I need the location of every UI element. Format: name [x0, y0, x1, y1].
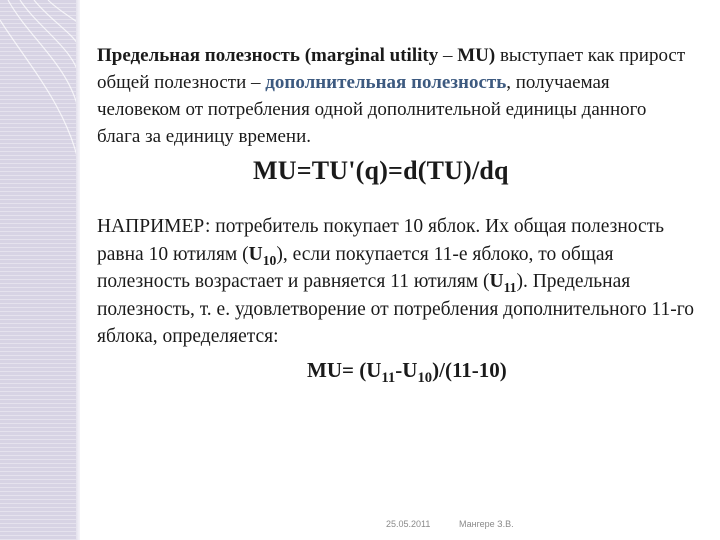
example-u11	[489, 271, 517, 295]
example-text-2: ), если покупается 11-е яблоко, то общая полезность возрастает и равняется 11 ютилям (	[97, 243, 614, 292]
example-u10-letter: U	[248, 243, 263, 265]
decorative-sidebar	[0, 0, 80, 540]
sidebar-curves-graphic	[0, 0, 80, 540]
definition-dash-1: –	[438, 45, 458, 66]
example-u10-subscript: 10	[262, 252, 277, 268]
formula2-prefix: MU= (U	[307, 358, 382, 382]
definition-text-1: выступает как прирост общей полезности	[97, 45, 686, 93]
definition-dash-2: –	[246, 72, 266, 93]
example-text-1: НАПРИМЕР: потребитель покупает 10 яблок. Их общая полезность равна 10 ютилям (	[97, 216, 665, 265]
example-u10	[248, 243, 277, 268]
footer-date: 25.05.2011	[386, 519, 431, 529]
definition-highlight: дополнительная полезность	[265, 72, 507, 93]
definition-text-2: , получаемая человеком от потребления одной дополнительной единицы данного блага за единицу времени.	[97, 72, 647, 147]
footer-author: Мангере З.В.	[459, 519, 514, 529]
example-paragraph	[97, 213, 697, 351]
formula2-sub11: 11	[381, 370, 396, 387]
example-u11-subscript: 11	[503, 279, 517, 295]
definition-term: Предельная полезность (marginal utility	[97, 45, 439, 66]
marginal-utility-formula: MU=TU'(q)=d(TU)/dq	[253, 156, 509, 185]
example-text-3: ). Предельная полезность, т. е. удовлетворение от потребления дополнительного 11-го яблока, определяется:	[97, 271, 695, 347]
formula2-mid: -U	[395, 358, 418, 382]
formula2-sub10: 10	[417, 370, 433, 387]
example-u11-letter: U	[489, 271, 504, 292]
example-formula	[307, 358, 507, 387]
sidebar-edge	[76, 0, 80, 540]
definition-abbr: MU)	[457, 45, 496, 66]
definition-paragraph	[97, 42, 687, 150]
formula2-suffix: )/(11-10)	[432, 358, 507, 382]
